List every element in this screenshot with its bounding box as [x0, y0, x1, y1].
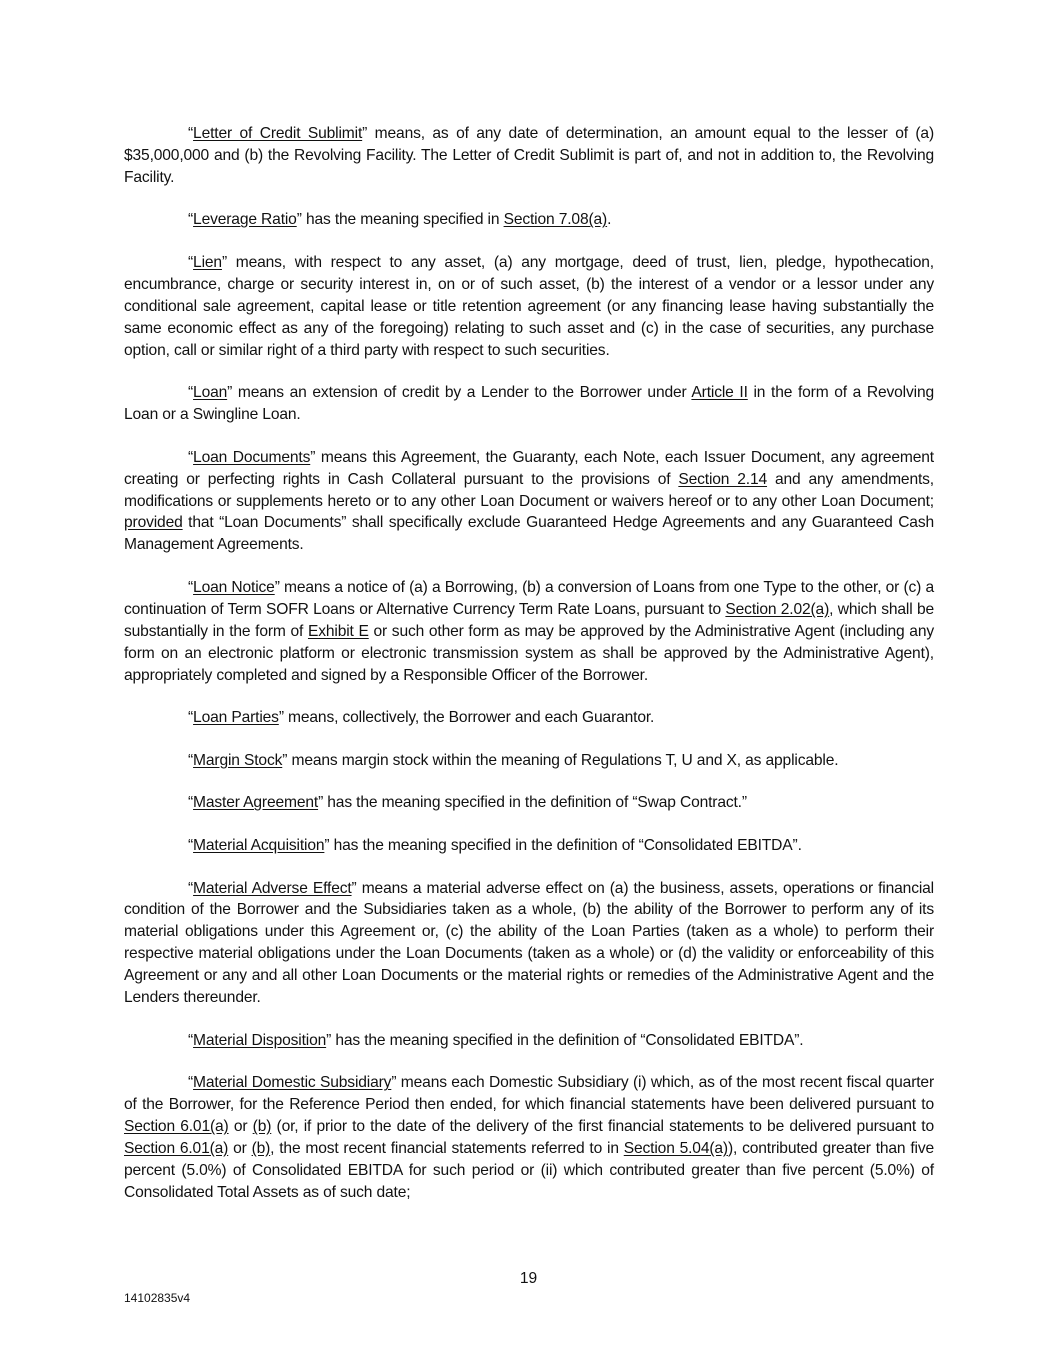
definition-paragraph: [124, 209, 934, 231]
paragraph-text: “: [188, 211, 194, 229]
defined-term: Master Agreement: [193, 794, 319, 812]
cross-reference: Section 7.08(a): [503, 211, 608, 229]
document-id: 14102835v4: [124, 1291, 191, 1305]
defined-term: Loan Parties: [193, 709, 279, 727]
paragraph-text: ” means, with respect to any asset, (a) any mortgage, deed of trust, lien, pledge, hypothecation, encumbrance, charge or security interest in, on or of such asset, (b) the interest of a vendor or a lessor under any conditional sale agreement, capital lease or title retention agreement (or any financing lease having substantially the same economic effect as any of the foregoing) relating to such asset and (c) in the case of securities, any purchase option, call or similar right of a third party with respect to such securities.: [124, 254, 934, 359]
paragraph-text: “: [188, 578, 194, 596]
defined-term: Loan: [193, 384, 228, 402]
paragraph-text: “: [188, 1074, 194, 1092]
paragraph-text: ” means, collectively, the Borrower and each Guarantor.: [278, 709, 655, 727]
cross-reference: Section 2.02(a): [725, 600, 830, 618]
definition-paragraph: [124, 382, 934, 426]
defined-term: Material Domestic Subsidiary: [193, 1074, 392, 1092]
cross-reference: (b): [252, 1118, 272, 1136]
paragraph-text: ” means each Domestic Subsidiary (i) which, as of the most recent fiscal quarter of the Borrower, for the Reference Period then ended, for which financial statements have been delivered pursuant to: [124, 1074, 934, 1114]
defined-term: Loan Documents: [193, 448, 311, 466]
definition-paragraph: [124, 1030, 934, 1052]
defined-term: Margin Stock: [193, 751, 283, 769]
paragraph-text: “: [188, 448, 194, 466]
paragraph-text: ” has the meaning specified in: [296, 211, 504, 229]
definition-paragraph: [124, 447, 934, 557]
paragraph-text: “: [188, 794, 194, 812]
paragraph-text: (or, if prior to the date of the delivery of the first financial statements to be delivered pursuant to: [271, 1118, 934, 1136]
paragraph-text: ” has the meaning specified in the definition of “Consolidated EBITDA”.: [326, 1031, 804, 1049]
cross-reference: Exhibit E: [307, 622, 369, 640]
cross-reference: Section 6.01(a): [124, 1139, 229, 1157]
definition-paragraph: [124, 707, 934, 729]
paragraph-text: and any amendments, modifications or supplements hereto or to any other Loan Document or waivers hereof or to any other Loan Document;: [124, 470, 934, 510]
paragraph-text: or such other form as may be approved by the Administrative Agent (including any form on an electronic platform or electronic transmission system as shall be approved by the Administrative Agent), appropriately completed and signed by a Responsible Officer of the Borrower.: [124, 622, 935, 684]
cross-reference: provided: [124, 514, 183, 532]
defined-term: Leverage Ratio: [193, 211, 297, 229]
paragraph-text: “: [188, 384, 194, 402]
paragraph-text: ” means a notice of (a) a Borrowing, (b) a conversion of Loans from one Type to the other, or (c) a continuation of Term SOFR Loans or Alternative Currency Term Rate Loans, pursuant to: [124, 578, 935, 618]
definition-paragraph: [124, 1072, 934, 1203]
defined-term: Letter of Credit Sublimit: [193, 125, 363, 142]
definition-paragraph: [124, 123, 934, 189]
paragraph-text: , which shall be substantially in the form of: [124, 600, 934, 640]
cross-reference: Section 2.14: [678, 470, 768, 488]
paragraph-text: ” means a material adverse effect on (a) the business, assets, operations or financial condition of the Borrower and the Subsidiaries taken as a whole, (b) the ability of the Borrower to perform any of its material obligations under this Agreement or, (c) the ability of the Loan Parties (taken as a whole) to perform their respective material obligations under the Loan Documents (taken as a whole) or (d) the validity or enforceability of this Agreement or any and all other Loan Documents or the material rights or remedies of the Administrative Agent and the Lenders thereunder.: [124, 879, 934, 1007]
definition-paragraph: [124, 252, 934, 362]
paragraph-text: “: [188, 709, 194, 727]
definition-paragraph: [124, 577, 934, 687]
paragraph-text: .: [607, 211, 612, 229]
paragraph-text: or: [228, 1118, 253, 1136]
paragraph-text: or: [228, 1139, 252, 1157]
paragraph-text: “: [188, 254, 194, 271]
defined-term: Loan Notice: [193, 578, 275, 596]
cross-reference: Article II: [691, 384, 748, 402]
defined-term: Lien: [193, 254, 222, 271]
defined-term: Material Adverse Effect: [193, 879, 352, 897]
paragraph-text: ” means this Agreement, the Guaranty, each Note, each Issuer Document, any agreement creating or perfecting rights in Cash Collateral pursuant to the provisions of: [124, 448, 934, 488]
definition-paragraph: [124, 878, 934, 1009]
definition-paragraph: [124, 792, 934, 814]
paragraph-text: “: [188, 836, 194, 854]
cross-reference: (b): [251, 1139, 271, 1157]
paragraph-text: that “Loan Documents” shall specifically exclude Guaranteed Hedge Agreements and any Guaranteed Cash Management Agreements.: [124, 514, 934, 554]
paragraph-text: , the most recent financial statements referred to in: [270, 1139, 624, 1157]
defined-term: Material Disposition: [193, 1031, 327, 1049]
paragraph-text: ” means, as of any date of determination, an amount equal to the lesser of (a) $35,000,000 and (b) the Revolving Facility. The Letter of Credit Sublimit is part of, and not in addition to, the Revolving Facility.: [124, 125, 934, 186]
cross-reference: Section 6.01(a): [124, 1118, 229, 1136]
definition-paragraph: [124, 835, 934, 857]
paragraph-text: “: [188, 125, 194, 142]
paragraph-text: “: [188, 879, 194, 897]
cross-reference: Section 5.04(a): [623, 1139, 728, 1157]
document-body: [124, 123, 934, 1224]
paragraph-text: in the form of a Revolving Loan or a Swingline Loan.: [124, 384, 934, 424]
page-number: 19: [519, 1270, 538, 1287]
paragraph-text: “: [188, 1031, 194, 1049]
paragraph-text: ” means margin stock within the meaning of Regulations T, U and X, as applicable.: [282, 751, 839, 769]
paragraph-text: ” means an extension of credit by a Lender to the Borrower under: [227, 384, 692, 402]
definition-paragraph: [124, 750, 934, 772]
paragraph-text: “: [188, 751, 194, 769]
paragraph-text: ), contributed greater than five percent (5.0%) of Consolidated EBITDA for such period or (ii) which contributed greater than five percent (5.0%) of Consolidated Total Assets as of such date;: [124, 1139, 935, 1201]
paragraph-text: ” has the meaning specified in the definition of “Swap Contract.”: [318, 794, 747, 812]
paragraph-text: ” has the meaning specified in the definition of “Consolidated EBITDA”.: [324, 836, 802, 854]
defined-term: Material Acquisition: [193, 836, 325, 854]
